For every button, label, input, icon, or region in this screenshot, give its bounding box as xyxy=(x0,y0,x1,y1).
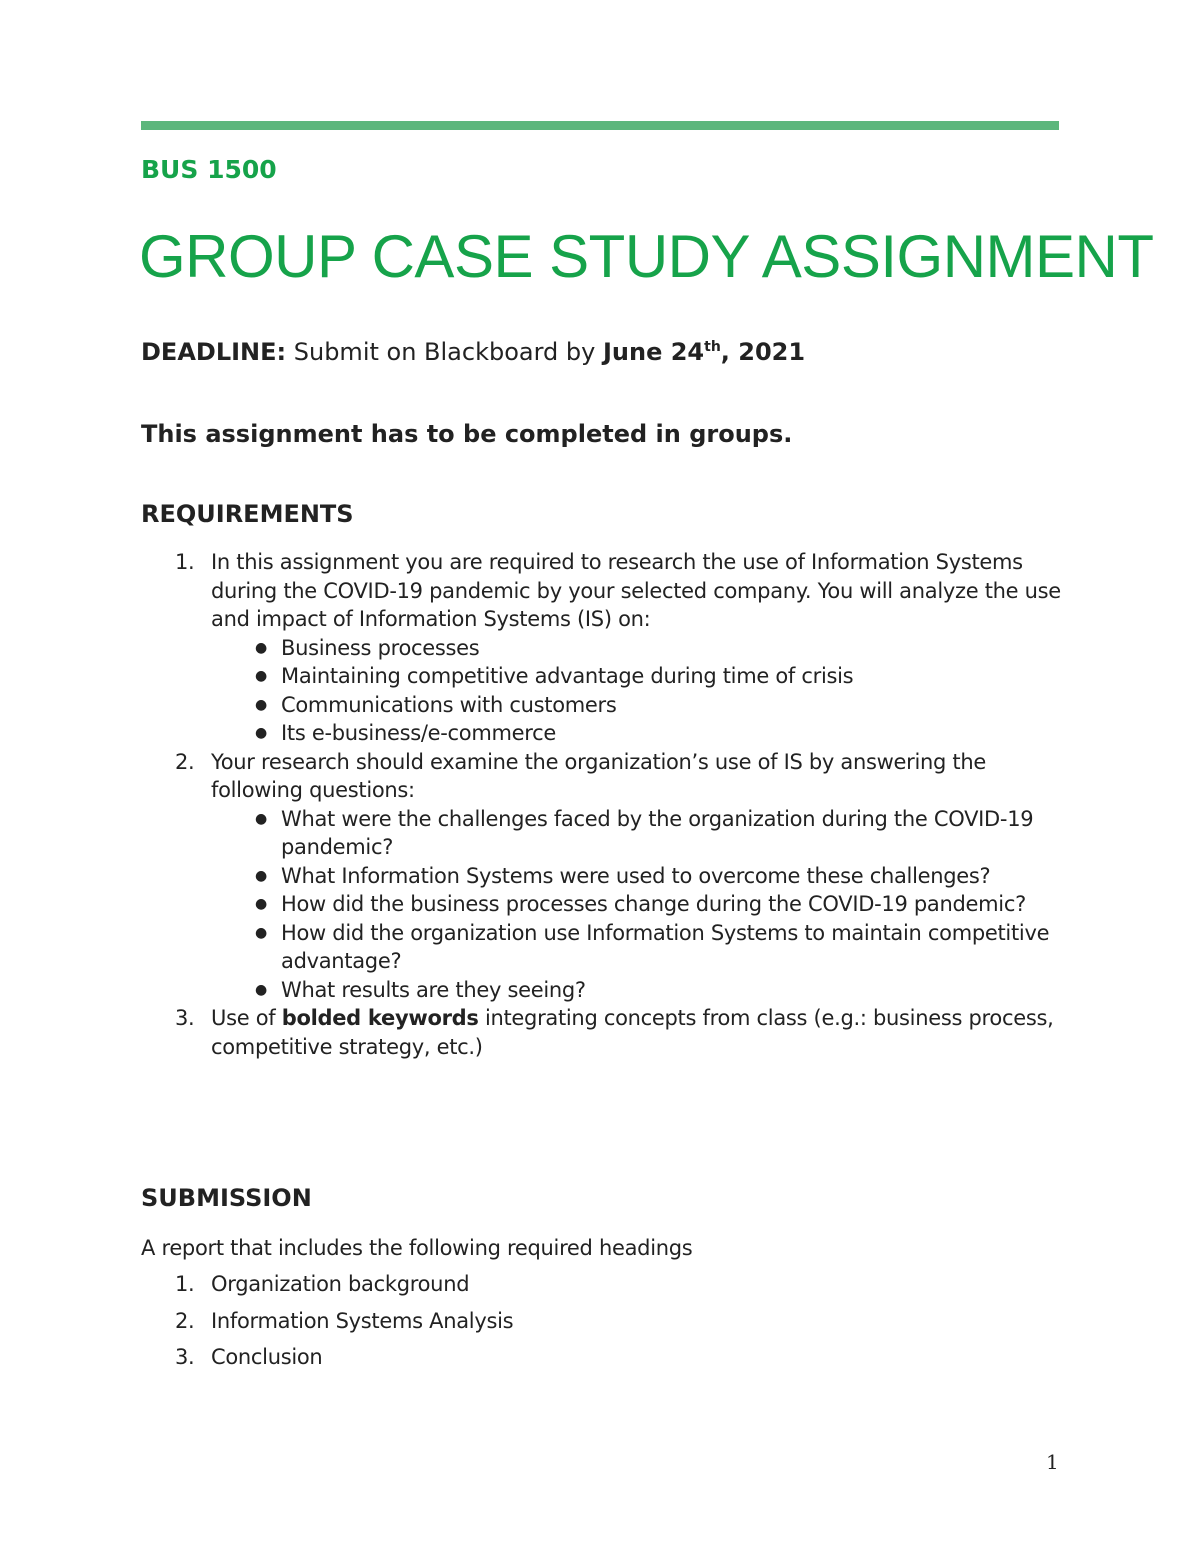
submission-heading: SUBMISSION xyxy=(141,1184,312,1212)
bullet-item: ● What results are they seeing? xyxy=(255,977,586,1002)
bullet-item: ● Business processes xyxy=(255,635,480,660)
submission-item: 2. Information Systems Analysis xyxy=(175,1308,514,1333)
page-number: 1 xyxy=(1046,1450,1059,1474)
requirement-text: In this assignment you are required to research the use of Information Systems during the COVID-19 pandemic by your selected company. You will analyze the use and impact of Information Systems (IS) on: xyxy=(211,550,1061,631)
deadline-text: Submit on Blackboard by xyxy=(286,338,603,366)
bullet-item: ● Maintaining competitive advantage during time of crisis xyxy=(255,664,854,688)
requirement-text: Your research should examine the organization’s use of IS by answering the following questions: xyxy=(211,749,986,802)
bullet-item: ● What were the challenges faced by the organization during the COVID-19 pandemic? xyxy=(255,806,1034,859)
requirement-item: 3. Use of bolded keywords integrating concepts from class (e.g.: business process, competitive strategy, etc.) xyxy=(141,1004,1071,1061)
requirement-item: 1. In this assignment you are required to research the use of Information Systems during the COVID-19 pandemic by your selected company. You will analyze the use and impact of Information Systems (IS) on: ● Business processes ● Maintaining competitive advantage during time of crisis ● Communications with customers ● Its e-business/e-commerce xyxy=(141,548,1071,748)
submission-list xyxy=(141,1272,513,1382)
requirement-bullets xyxy=(211,634,1071,748)
requirements-list xyxy=(141,548,1071,1061)
bolded-keywords: bolded keywords xyxy=(281,1006,479,1030)
header-rule xyxy=(141,121,1059,130)
requirements-heading: REQUIREMENTS xyxy=(141,500,354,528)
deadline-label: DEADLINE: xyxy=(141,338,287,366)
submission-item: 3. Conclusion xyxy=(175,1345,323,1369)
requirement-item: 2. Your research should examine the organization’s use of IS by answering the following questions: ● What were the challenges faced by the organization during the COVID-19 pandemic? ● What Information Systems were used to overcome these challenges? ● How did the business processes change during the COVID-19 pandemic? ● How did the organization use Information Systems to maintain competitive advantage? ● What results are they seeing? xyxy=(141,748,1071,1005)
submission-item: 1. Organization background xyxy=(175,1272,470,1296)
deadline-line xyxy=(141,338,805,366)
deadline-date: June 24th, 2021 xyxy=(602,338,806,366)
submission-intro: A report that includes the following required headings xyxy=(141,1236,693,1260)
bullet-item: ● Its e-business/e-commerce xyxy=(255,721,557,745)
bullet-item: ● Communications with customers xyxy=(255,692,617,717)
bullet-item: ● What Information Systems were used to overcome these challenges? xyxy=(255,863,991,888)
bullet-item: ● How did the business processes change during the COVID-19 pandemic? xyxy=(255,892,1026,916)
course-code: BUS 1500 xyxy=(141,155,277,184)
requirement-text: Use of bolded keywords integrating concepts from class (e.g.: business process, competitive strategy, etc.) xyxy=(211,1006,1054,1059)
bullet-item: ● How did the organization use Information Systems to maintain competitive advantage? xyxy=(255,920,1050,973)
document-title: GROUP CASE STUDY ASSIGNMENT xyxy=(139,223,1154,290)
requirement-bullets xyxy=(211,805,1071,1005)
groups-note: This assignment has to be completed in groups. xyxy=(141,420,793,448)
